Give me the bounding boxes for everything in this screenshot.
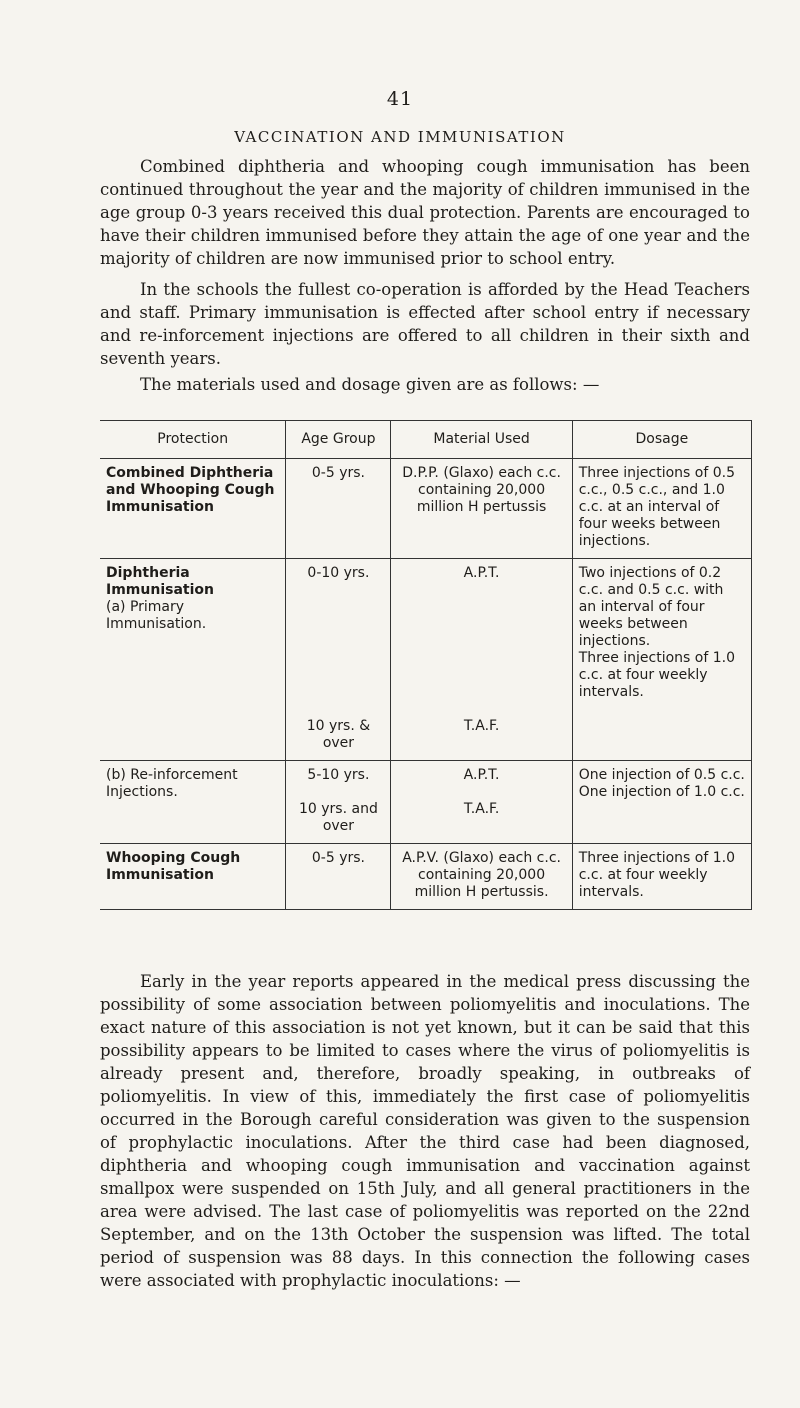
protection-label: Combined Diphtheria and Whooping Cough Immunisation	[106, 465, 275, 515]
material-value: A.P.T.	[463, 767, 500, 783]
age-cell	[286, 459, 391, 559]
protection-sublabel: (b) Re-inforcement Injections.	[106, 767, 238, 800]
dosage-value-secondary: Three injections of 1.0 c.c. at four weekly intervals.	[578, 650, 736, 700]
material-value-secondary: T.A.F.	[463, 801, 500, 817]
protection-cell	[100, 559, 286, 761]
paragraph-poliomyelitis: Early in the year reports appeared in the medical press discussing the possibility of some association between poliomyelitis and inoculations. The exact nature of this association is not yet known, but it can be said that this possibility appears to be limited to cases where the virus of poliomyelitis is already present and, therefore, broadly speaking, in outbreaks of poliomyelitis. In view of this, immediately the first case of poliomyelitis occurred in the Borough careful consideration was given to the suspension of prophylactic inoculations. After the third case had been diagnosed, diphtheria and whooping cough immunisation and vaccination against smallpox were suspended on 15th July, and all general practitioners in the area were advised. The last case of poliomyelitis was reported on the 22nd September, and on the 13th October the suspension was lifted. The total period of suspension was 88 days. In this connection the following cases were associated with prophylactic inoculations: —	[100, 972, 750, 1290]
protection-cell	[100, 459, 286, 559]
header-dosage: Dosage	[572, 421, 751, 459]
paragraph-materials-intro: The materials used and dosage given are as follows: —	[140, 375, 600, 394]
age-cell	[286, 844, 391, 910]
protection-label: Diphtheria Immunisation	[106, 565, 214, 598]
header-age-group: Age Group	[286, 421, 391, 459]
table-row	[100, 844, 752, 910]
material-value-secondary: T.A.F.	[463, 718, 500, 734]
dosage-cell	[572, 459, 751, 559]
material-cell	[391, 459, 572, 559]
dosage-cell	[572, 559, 751, 761]
table-row	[100, 559, 752, 761]
material-value: D.P.P. (Glaxo) each c.c. containing 20,000 million H pertussis	[402, 465, 561, 515]
dosage-value: One injection of 0.5 c.c.	[578, 767, 745, 783]
page-number: 41	[386, 88, 414, 110]
material-cell	[391, 761, 572, 844]
age-value-secondary: 10 yrs. and over	[299, 801, 378, 834]
age-value: 0-5 yrs.	[311, 465, 365, 481]
age-value: 5-10 yrs.	[307, 767, 370, 783]
dosage-value: Three injections of 1.0 c.c. at four weekly intervals.	[578, 850, 736, 900]
section-heading: VACCINATION AND IMMUNISATION	[234, 128, 566, 146]
age-value: 0-10 yrs.	[307, 565, 370, 581]
protection-sublabel: (a) Primary Immunisation.	[106, 599, 207, 632]
protection-label: Whooping Cough Immunisation	[106, 850, 241, 883]
protection-cell	[100, 761, 286, 844]
dosage-value: Two injections of 0.2 c.c. and 0.5 c.c. with an interval of four weeks between injections.	[578, 565, 724, 649]
age-value: 0-5 yrs.	[311, 850, 365, 866]
material-cell	[391, 559, 572, 761]
header-protection: Protection	[100, 421, 286, 459]
age-cell	[286, 761, 391, 844]
dosage-table	[100, 420, 752, 910]
dosage-cell	[572, 844, 751, 910]
dosage-value-secondary: One injection of 1.0 c.c.	[578, 784, 745, 800]
protection-cell	[100, 844, 286, 910]
table-row	[100, 459, 752, 559]
paragraph-schools: In the schools the fullest co-operation is afforded by the Head Teachers and staff. Primary immunisation is effected after school entry if necessary and re-inforcement injections are offered to all children in their sixth and seventh years.	[100, 280, 750, 368]
paragraph-combined-immunisation: Combined diphtheria and whooping cough immunisation has been continued throughout the year and the majority of children immunised in the age group 0-3 years received this dual protection. Parents are encouraged to have their children immunised before they attain the age of one year and the majority of children are now immunised prior to school entry.	[100, 157, 750, 268]
table-header-row	[100, 421, 752, 459]
dosage-cell	[572, 761, 751, 844]
table-row	[100, 761, 752, 844]
material-value: A.P.V. (Glaxo) each c.c. containing 20,000 million H pertussis.	[402, 850, 561, 900]
dosage-value: Three injections of 0.5 c.c., 0.5 c.c., and 1.0 c.c. at an interval of four weeks between injections.	[578, 465, 736, 549]
material-value: A.P.T.	[463, 565, 500, 581]
header-material: Material Used	[391, 421, 572, 459]
material-cell	[391, 844, 572, 910]
age-cell	[286, 559, 391, 761]
age-value-secondary: 10 yrs. & over	[306, 718, 371, 751]
